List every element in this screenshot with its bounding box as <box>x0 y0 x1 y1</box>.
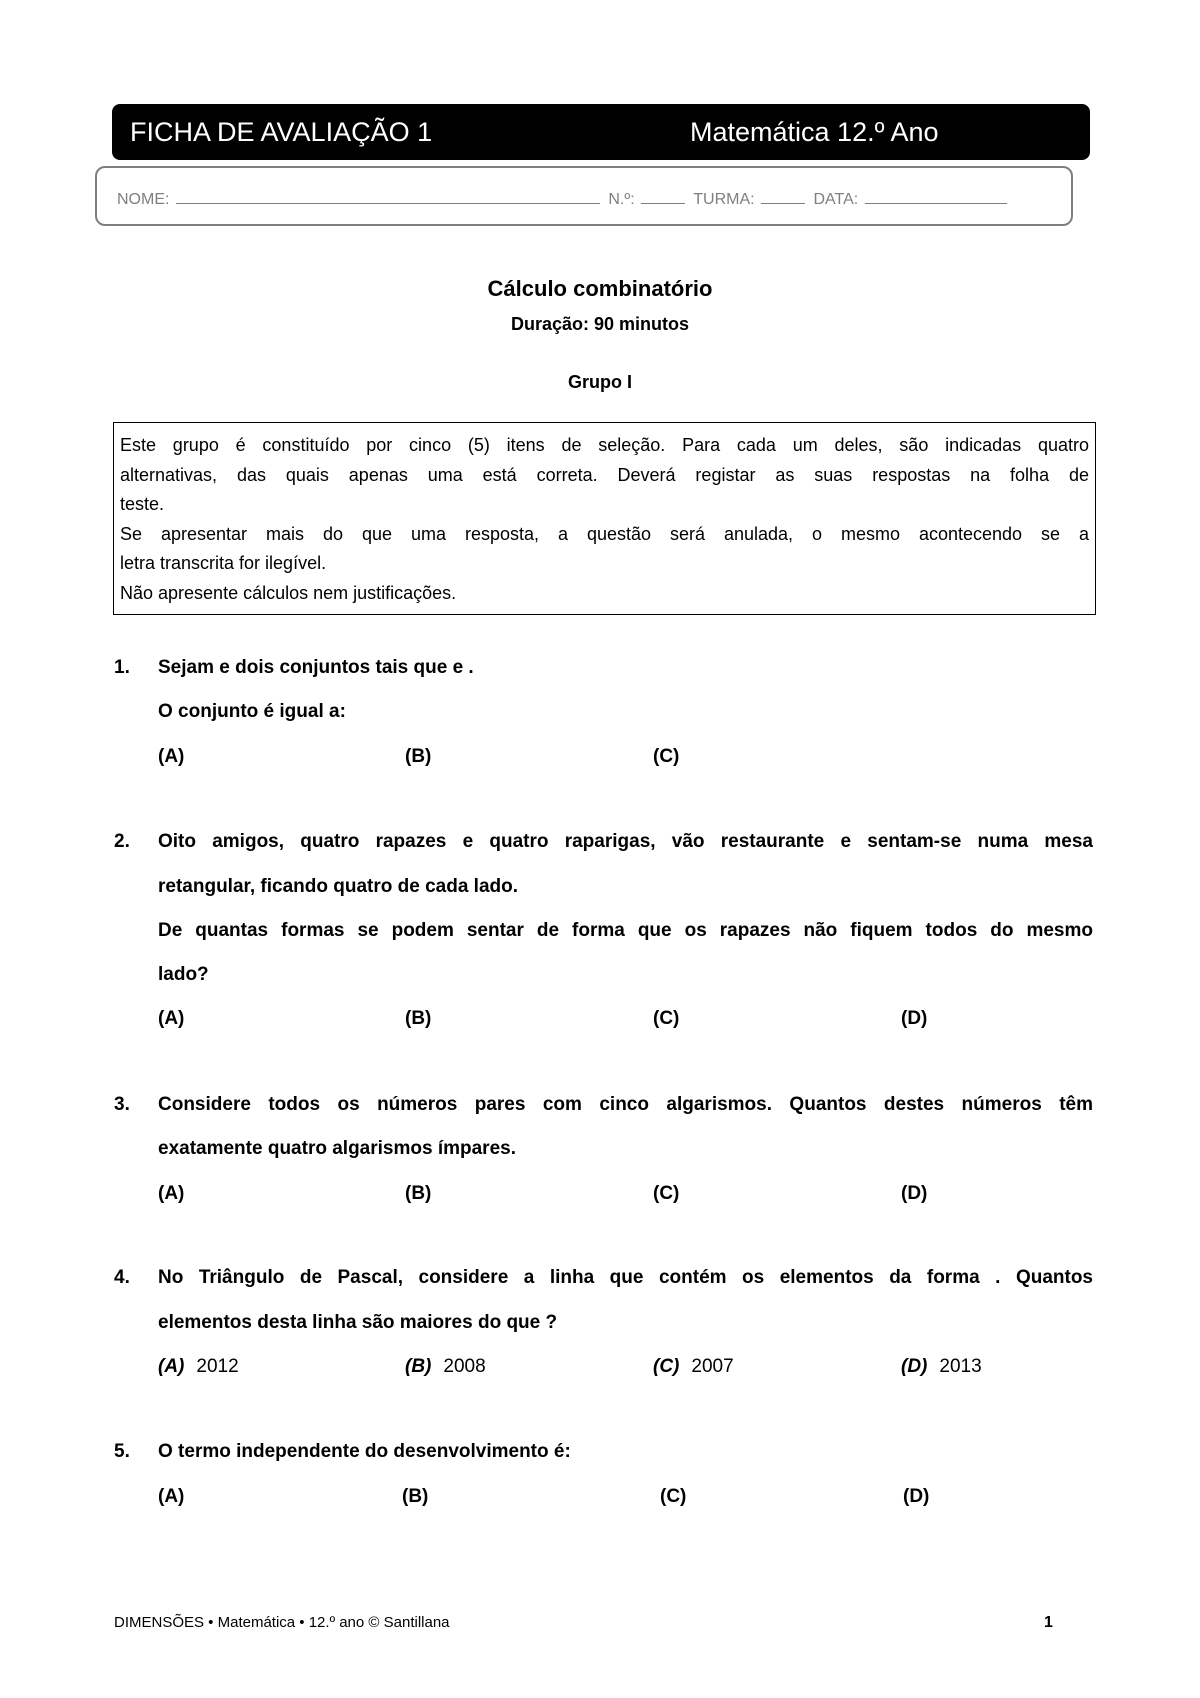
student-info-box <box>95 166 1073 226</box>
question-number: 1. <box>114 657 130 678</box>
q1-option-a[interactable] <box>158 746 196 768</box>
option-label: (A) <box>158 746 185 767</box>
question-text: De quantas formas se podem sentar de forma que os rapazes não fiquem todos do mesmo <box>158 920 1093 941</box>
worksheet-title: FICHA DE AVALIAÇÃO 1 <box>130 117 433 147</box>
option-label: (B) <box>405 1183 432 1204</box>
number-label: N.º: <box>608 191 635 208</box>
question-text: lado? <box>158 964 209 985</box>
option-label: (D) <box>901 1008 928 1029</box>
number-field[interactable] <box>641 189 685 204</box>
q4-option-a[interactable] <box>158 1356 239 1378</box>
q3-option-b[interactable] <box>405 1183 443 1205</box>
option-label: (A) <box>158 1183 185 1204</box>
q4-option-c[interactable] <box>653 1356 734 1378</box>
date-label: DATA: <box>813 191 859 208</box>
q1-option-c[interactable] <box>653 746 691 768</box>
instructions-box <box>113 422 1096 615</box>
name-field[interactable] <box>176 189 600 204</box>
page-number: 1 <box>1044 1614 1053 1631</box>
option-value: 2013 <box>939 1356 982 1377</box>
option-label: (A) <box>158 1008 185 1029</box>
q5-option-d[interactable] <box>903 1486 941 1508</box>
instruction-line: alternativas, das quais apenas uma está correta. Deverá registar as suas respostas na folha de <box>120 464 1089 485</box>
question-text: exatamente quatro algarismos ímpares. <box>158 1138 516 1159</box>
question-number: 3. <box>114 1094 130 1115</box>
instruction-line: Não apresente cálculos nem justificações. <box>120 582 457 603</box>
q1-option-b[interactable] <box>405 746 443 768</box>
header-bar <box>112 104 1090 160</box>
question-text: O conjunto é igual a: <box>158 701 346 722</box>
option-label: (C) <box>653 1356 680 1377</box>
instruction-line: letra transcrita for ilegível. <box>120 553 327 573</box>
instruction-line: teste. <box>120 494 165 514</box>
subject-title: Cálculo combinatório <box>487 276 713 301</box>
class-label: TURMA: <box>693 191 755 208</box>
question-text: No Triângulo de Pascal, considere a linha que contém os elementos da forma . Quantos <box>158 1267 1093 1288</box>
q5-option-c[interactable] <box>660 1486 698 1508</box>
question-number: 5. <box>114 1441 130 1462</box>
question-text: Considere todos os números pares com cinco algarismos. Quantos destes números têm <box>158 1094 1093 1115</box>
option-label: (D) <box>903 1486 930 1507</box>
option-label: (B) <box>405 746 432 767</box>
instruction-line: Se apresentar mais do que uma resposta, a questão será anulada, o mesmo acontecendo se a <box>120 523 1089 544</box>
question-text: retangular, ficando quatro de cada lado. <box>158 876 519 897</box>
subject-grade: Matemática 12.º Ano <box>690 117 939 147</box>
q3-option-a[interactable] <box>158 1183 196 1205</box>
option-label: (C) <box>653 746 680 767</box>
option-label: (D) <box>901 1356 928 1377</box>
duration: Duração: 90 minutos <box>510 314 690 334</box>
question-text: elementos desta linha são maiores do que ? <box>158 1312 558 1333</box>
class-field[interactable] <box>761 189 805 204</box>
option-label: (B) <box>402 1486 429 1507</box>
student-info-fields <box>117 189 1011 209</box>
footer-credits: DIMENSÕES • Matemática • 12.º ano © Santillana <box>114 1614 450 1631</box>
q2-option-c[interactable] <box>653 1008 691 1030</box>
q2-option-d[interactable] <box>901 1008 939 1030</box>
question-text: Oito amigos, quatro rapazes e quatro raparigas, vão restaurante e sentam-se numa mesa <box>158 831 1093 852</box>
option-label: (C) <box>653 1008 680 1029</box>
q5-option-a[interactable] <box>158 1486 196 1508</box>
q2-option-a[interactable] <box>158 1008 196 1030</box>
option-label: (B) <box>405 1356 432 1377</box>
name-label: NOME: <box>117 191 170 208</box>
option-value: 2008 <box>443 1356 486 1377</box>
option-value: 2007 <box>691 1356 734 1377</box>
date-field[interactable] <box>865 189 1007 204</box>
question-number: 4. <box>114 1267 130 1288</box>
option-label: (C) <box>653 1183 680 1204</box>
q4-option-b[interactable] <box>405 1356 486 1378</box>
group-title: Grupo I <box>568 372 632 392</box>
option-label: (A) <box>158 1486 185 1507</box>
option-label: (A) <box>158 1356 185 1377</box>
q3-option-c[interactable] <box>653 1183 691 1205</box>
question-text: Sejam e dois conjuntos tais que e . <box>158 657 474 678</box>
q3-option-d[interactable] <box>901 1183 939 1205</box>
q5-option-b[interactable] <box>402 1486 440 1508</box>
question-number: 2. <box>114 831 130 852</box>
option-value: 2012 <box>196 1356 239 1377</box>
q4-option-d[interactable] <box>901 1356 982 1378</box>
option-label: (C) <box>660 1486 687 1507</box>
q2-option-b[interactable] <box>405 1008 443 1030</box>
question-text: O termo independente do desenvolvimento é: <box>158 1441 571 1462</box>
option-label: (D) <box>901 1183 928 1204</box>
option-label: (B) <box>405 1008 432 1029</box>
instruction-line: Este grupo é constituído por cinco (5) itens de seleção. Para cada um deles, são indicadas quatro <box>120 435 1089 455</box>
